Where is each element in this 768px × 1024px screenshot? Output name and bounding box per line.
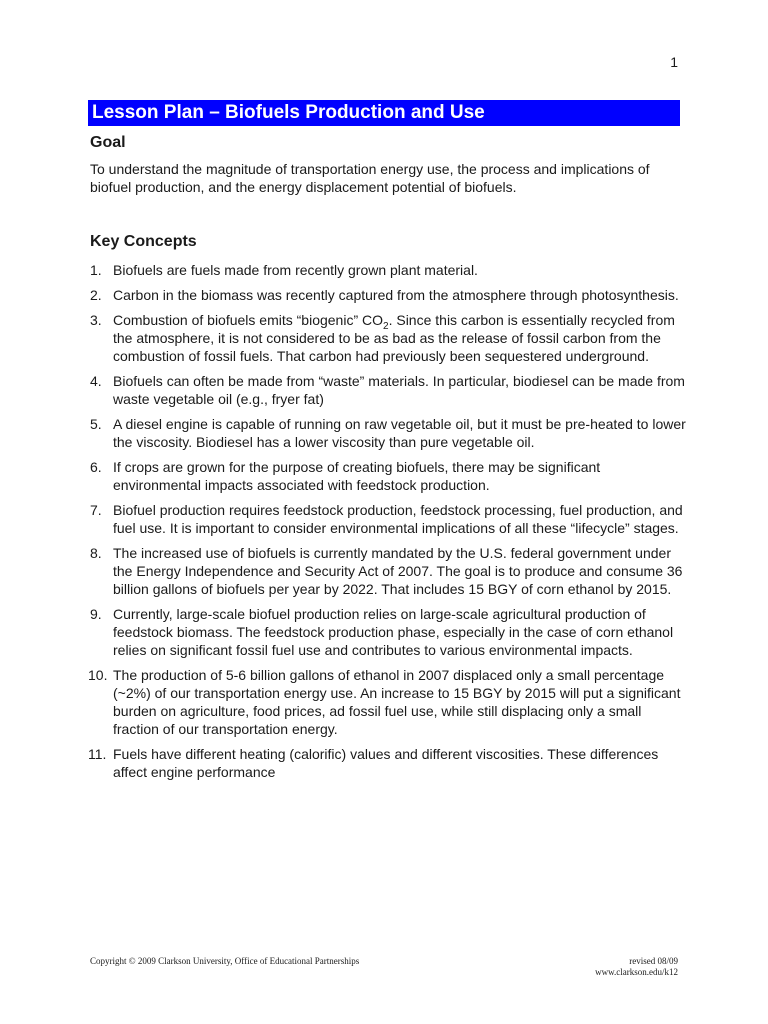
concept-item: [90, 311, 690, 365]
concept-text: Biofuels can often be made from “waste” materials. In particular, biodiesel can be made from waste vegetable oil (e.g., fryer fat): [113, 373, 685, 407]
concept-item: [90, 745, 690, 781]
concept-text: [113, 312, 675, 364]
footer-copyright: Copyright © 2009 Clarkson University, Office of Educational Partnerships: [90, 956, 360, 966]
concept-text: The increased use of biofuels is currently mandated by the U.S. federal government under the Energy Independence and Security Act of 2007. The goal is to produce and consume 36 billion gallons of biofuels per year by 2022. That includes 15 BGY of corn ethanol by 2015.: [113, 545, 683, 597]
concept-text: Currently, large-scale biofuel production relies on large-scale agricultural production of feedstock biomass. The feedstock production phase, especially in the case of corn ethanol relies on significant fossil fuel use and contributes to various environmental impacts.: [113, 606, 674, 658]
concept-text: A diesel engine is capable of running on raw vegetable oil, but it must be pre-heated to lower the viscosity. Biodiesel has a lower viscosity than pure vegetable oil.: [113, 416, 686, 450]
footer-revision-block: [595, 956, 678, 978]
concept-text: Fuels have different heating (calorific) values and different viscosities. These differences affect engine performance: [113, 746, 659, 780]
lesson-title: Lesson Plan – Biofuels Production and Use: [88, 100, 680, 126]
concept-number: 1.: [90, 262, 102, 278]
concept-number: 10.: [88, 667, 108, 683]
goal-text: To understand the magnitude of transportation energy use, the process and implications of biofuel production, and the energy displacement potential of biofuels.: [90, 161, 650, 195]
concept-text: Carbon in the biomass was recently captured from the atmosphere through photosynthesis.: [113, 287, 679, 303]
page-number: 1: [670, 54, 678, 70]
concept-text: If crops are grown for the purpose of creating biofuels, there may be significant environmental impacts associated with feedstock production.: [113, 459, 601, 493]
co2-subscript: 2: [383, 320, 389, 332]
concept-item: [90, 605, 690, 659]
concept-number: 2.: [90, 287, 102, 303]
concept-number: 11.: [88, 746, 107, 762]
concept-number: 8.: [90, 545, 102, 561]
concept-text: Biofuels are fuels made from recently grown plant material.: [113, 262, 478, 278]
concept-item: [90, 261, 690, 279]
concept-item: [90, 372, 690, 408]
concept-item: [90, 458, 690, 494]
concept-text-part: Combustion of biofuels emits “biogenic” CO: [113, 312, 384, 328]
concept-text: The production of 5-6 billion gallons of ethanol in 2007 displaced only a small percentage (~2%) of our transportation energy use. An increase to 15 BGY by 2015 will put a significant burden on agriculture, food prices, ad fossil fuel use, while still displacing only a small fraction of our transportation energy.: [113, 667, 681, 737]
footer-revised: revised 08/09: [629, 956, 678, 966]
concept-number: 6.: [90, 459, 102, 475]
concept-item: [90, 286, 690, 304]
concept-number: 3.: [90, 312, 102, 328]
concept-item: [90, 501, 690, 537]
concept-number: 4.: [90, 373, 102, 389]
footer-url: www.clarkson.edu/k12: [595, 967, 678, 977]
concept-item: [90, 666, 690, 738]
concept-text-part: . Since this carbon is essentially recycled from the atmosphere, it is not considered to be as bad as the release of fossil carbon from the combustion of fossil fuels. That carbon had previously been sequestered underground.: [113, 312, 675, 364]
concept-number: 9.: [90, 606, 102, 622]
concept-number: 5.: [90, 416, 102, 432]
concept-item: [90, 415, 690, 451]
concept-item: [90, 544, 690, 598]
key-concepts-list: [90, 261, 690, 788]
key-concepts-heading: Key Concepts: [90, 233, 197, 250]
goal-heading: Goal: [90, 134, 126, 151]
concept-text: Biofuel production requires feedstock production, feedstock processing, fuel production, and fuel use. It is important to consider environmental implications of all these “lifecycle” stages.: [113, 502, 683, 536]
concept-number: 7.: [90, 502, 102, 518]
